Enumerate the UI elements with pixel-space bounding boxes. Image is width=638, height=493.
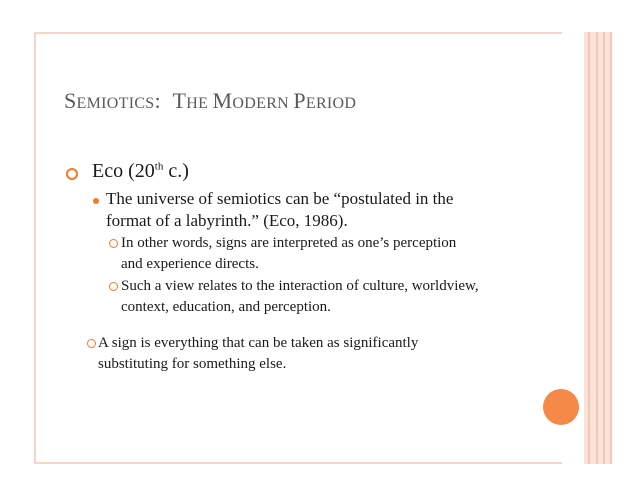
slide-title — [64, 88, 356, 114]
standalone-text — [98, 333, 418, 375]
orange-dot-decoration — [543, 389, 579, 425]
standalone-line: substituting for something else. — [98, 356, 287, 372]
right-band-line-4 — [610, 32, 612, 464]
standalone-line: A sign is everything that can be taken as significantly — [98, 335, 419, 351]
level3-line: context, education, and perception. — [121, 299, 331, 315]
frame-top-line — [36, 32, 562, 34]
level2-line: The universe of semiotics can be “postulated in the — [106, 189, 454, 208]
level3-line: In other words, signs are interpreted as one’s perception — [121, 235, 457, 251]
level1-text — [92, 160, 189, 183]
level1-text-main: Eco (20 — [92, 160, 155, 182]
level2-text — [106, 188, 453, 232]
right-band-line-2 — [596, 32, 598, 464]
title-char: S — [64, 88, 77, 113]
filled-dot-bullet-icon — [93, 198, 99, 204]
right-band-line-3 — [603, 32, 605, 464]
title-colon: : — [154, 88, 161, 113]
title-char: M — [212, 88, 233, 113]
level2-line: format of a labyrinth.” (Eco, 1986). — [106, 211, 348, 230]
hollow-circle-bullet-icon — [87, 339, 96, 348]
level1-sup: th — [154, 160, 164, 173]
frame-bottom-line — [36, 462, 562, 464]
title-char: T — [172, 88, 187, 113]
level1-text-tail: c.) — [163, 160, 189, 182]
level3-item-2 — [121, 276, 479, 318]
level3-item-1 — [121, 233, 456, 275]
title-word: ERIOD — [305, 95, 357, 112]
right-band-line-1 — [588, 32, 590, 464]
title-word: EMIOTICS — [76, 95, 155, 112]
title-char: P — [293, 88, 306, 113]
title-word: ODERN — [232, 95, 294, 112]
hollow-circle-bullet-icon — [66, 168, 78, 180]
hollow-circle-bullet-icon — [109, 282, 118, 291]
hollow-circle-bullet-icon — [109, 239, 118, 248]
frame-left-line — [34, 32, 36, 464]
title-word: HE — [186, 95, 213, 112]
level3-line: Such a view relates to the interaction of culture, worldview, — [121, 278, 479, 294]
level3-line: and experience directs. — [121, 256, 259, 272]
